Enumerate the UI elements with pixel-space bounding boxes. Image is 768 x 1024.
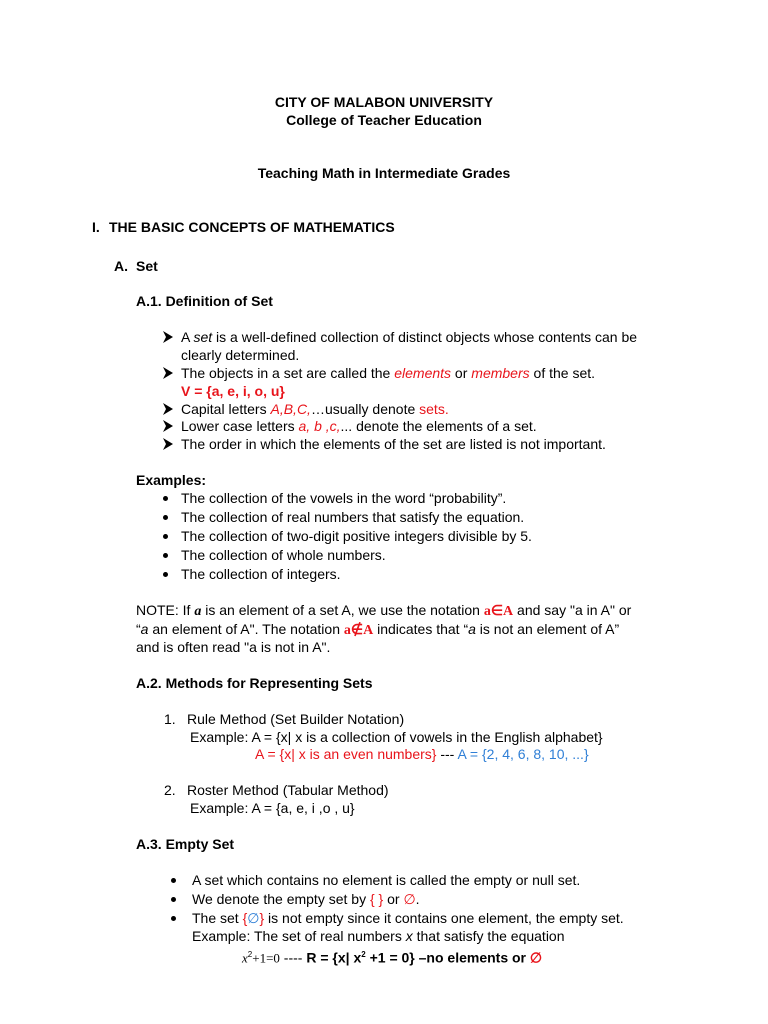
subsection-letter: A. [114, 258, 128, 274]
method-2-title: Roster Method (Tabular Method) [187, 782, 389, 798]
arrow-bullet-icon [163, 403, 173, 415]
section-title: THE BASIC CONCEPTS OF MATHEMATICS [109, 219, 395, 235]
definition-line-1: A set is a well-defined collection of distinct objects whose contents can be [181, 329, 638, 345]
dot-bullet-icon [163, 572, 168, 577]
example-item-3: The collection of two-digit positive integers divisible by 5. [181, 528, 532, 544]
dot-bullet-icon [171, 916, 176, 921]
dot-bullet-icon [163, 496, 168, 501]
dot-bullet-icon [163, 515, 168, 520]
dot-bullet-icon [163, 553, 168, 558]
method-1-example-2: A = {x| x is an even numbers} --- A = {2, 4, 6, 8, 10, ...} [255, 746, 589, 762]
section-number: I. [92, 219, 100, 235]
empty-set-heading: A.3. Empty Set [136, 836, 235, 852]
dot-bullet-icon [163, 534, 168, 539]
subsection-title: Set [136, 258, 158, 274]
note-line-2: “a an element of A". The notation a∉A indicates that “a is not an element of A” [136, 621, 620, 638]
definition-line-1b: clearly determined. [181, 347, 300, 363]
dot-bullet-icon [171, 878, 176, 883]
arrow-bullet-icon [163, 331, 173, 343]
college-name: College of Teacher Education [286, 112, 482, 128]
arrow-bullet-icon [163, 438, 173, 450]
vowel-set-example: V = {a, e, i, o, u} [181, 383, 285, 399]
methods-heading: A.2. Methods for Representing Sets [136, 675, 373, 691]
definition-line-2: The objects in a set are called the elements or members of the set. [181, 365, 596, 381]
empty-set-equation: $x^2+1=0$ ---- R = {x| $x^2 +1 = 0$} –no elements or ∅ [242, 949, 543, 966]
definition-heading: A.1. Definition of Set [136, 293, 273, 309]
note-line-3: and is often read "a is not in A". [136, 639, 331, 655]
dot-bullet-icon [171, 897, 176, 902]
examples-heading: Examples: [136, 472, 207, 488]
method-1-example: Example: A = {x| x is a collection of vowels in the English alphabet} [190, 729, 603, 745]
note-line-1: NOTE: If a is an element of a set A, we use the notation a∈A and say "a in A" or [136, 602, 632, 619]
university-name: CITY OF MALABON UNIVERSITY [274, 94, 494, 110]
definition-line-4: Lower case letters a, b ,c,... denote the elements of a set. [181, 418, 537, 434]
example-item-1: The collection of the vowels in the word “probability”. [181, 490, 507, 506]
example-item-2: The collection of real numbers that satisfy the equation. [181, 509, 525, 525]
empty-set-line-3: The set {∅} is not empty since it contains one element, the empty set. [192, 910, 624, 926]
definition-line-3: Capital letters A,B,C,…usually denote sets. [181, 401, 449, 417]
empty-set-line-2: We denote the empty set by { } or ∅. [192, 891, 420, 907]
example-item-4: The collection of whole numbers. [181, 547, 386, 563]
empty-set-example: Example: The set of real numbers x that satisfy the equation [192, 928, 565, 944]
method-1-number: 1. [164, 711, 176, 727]
method-2-number: 2. [164, 782, 176, 798]
definition-line-5: The order in which the elements of the set are listed is not important. [181, 436, 606, 452]
arrow-bullet-icon [163, 367, 173, 379]
method-2-example: Example: A = {a, e, i ,o , u} [190, 800, 355, 816]
empty-set-line-1: A set which contains no element is called the empty or null set. [192, 872, 581, 888]
example-item-5: The collection of integers. [181, 566, 341, 582]
method-1-title: Rule Method (Set Builder Notation) [187, 711, 405, 727]
course-title: Teaching Math in Intermediate Grades [257, 165, 511, 181]
arrow-bullet-icon [163, 420, 173, 432]
